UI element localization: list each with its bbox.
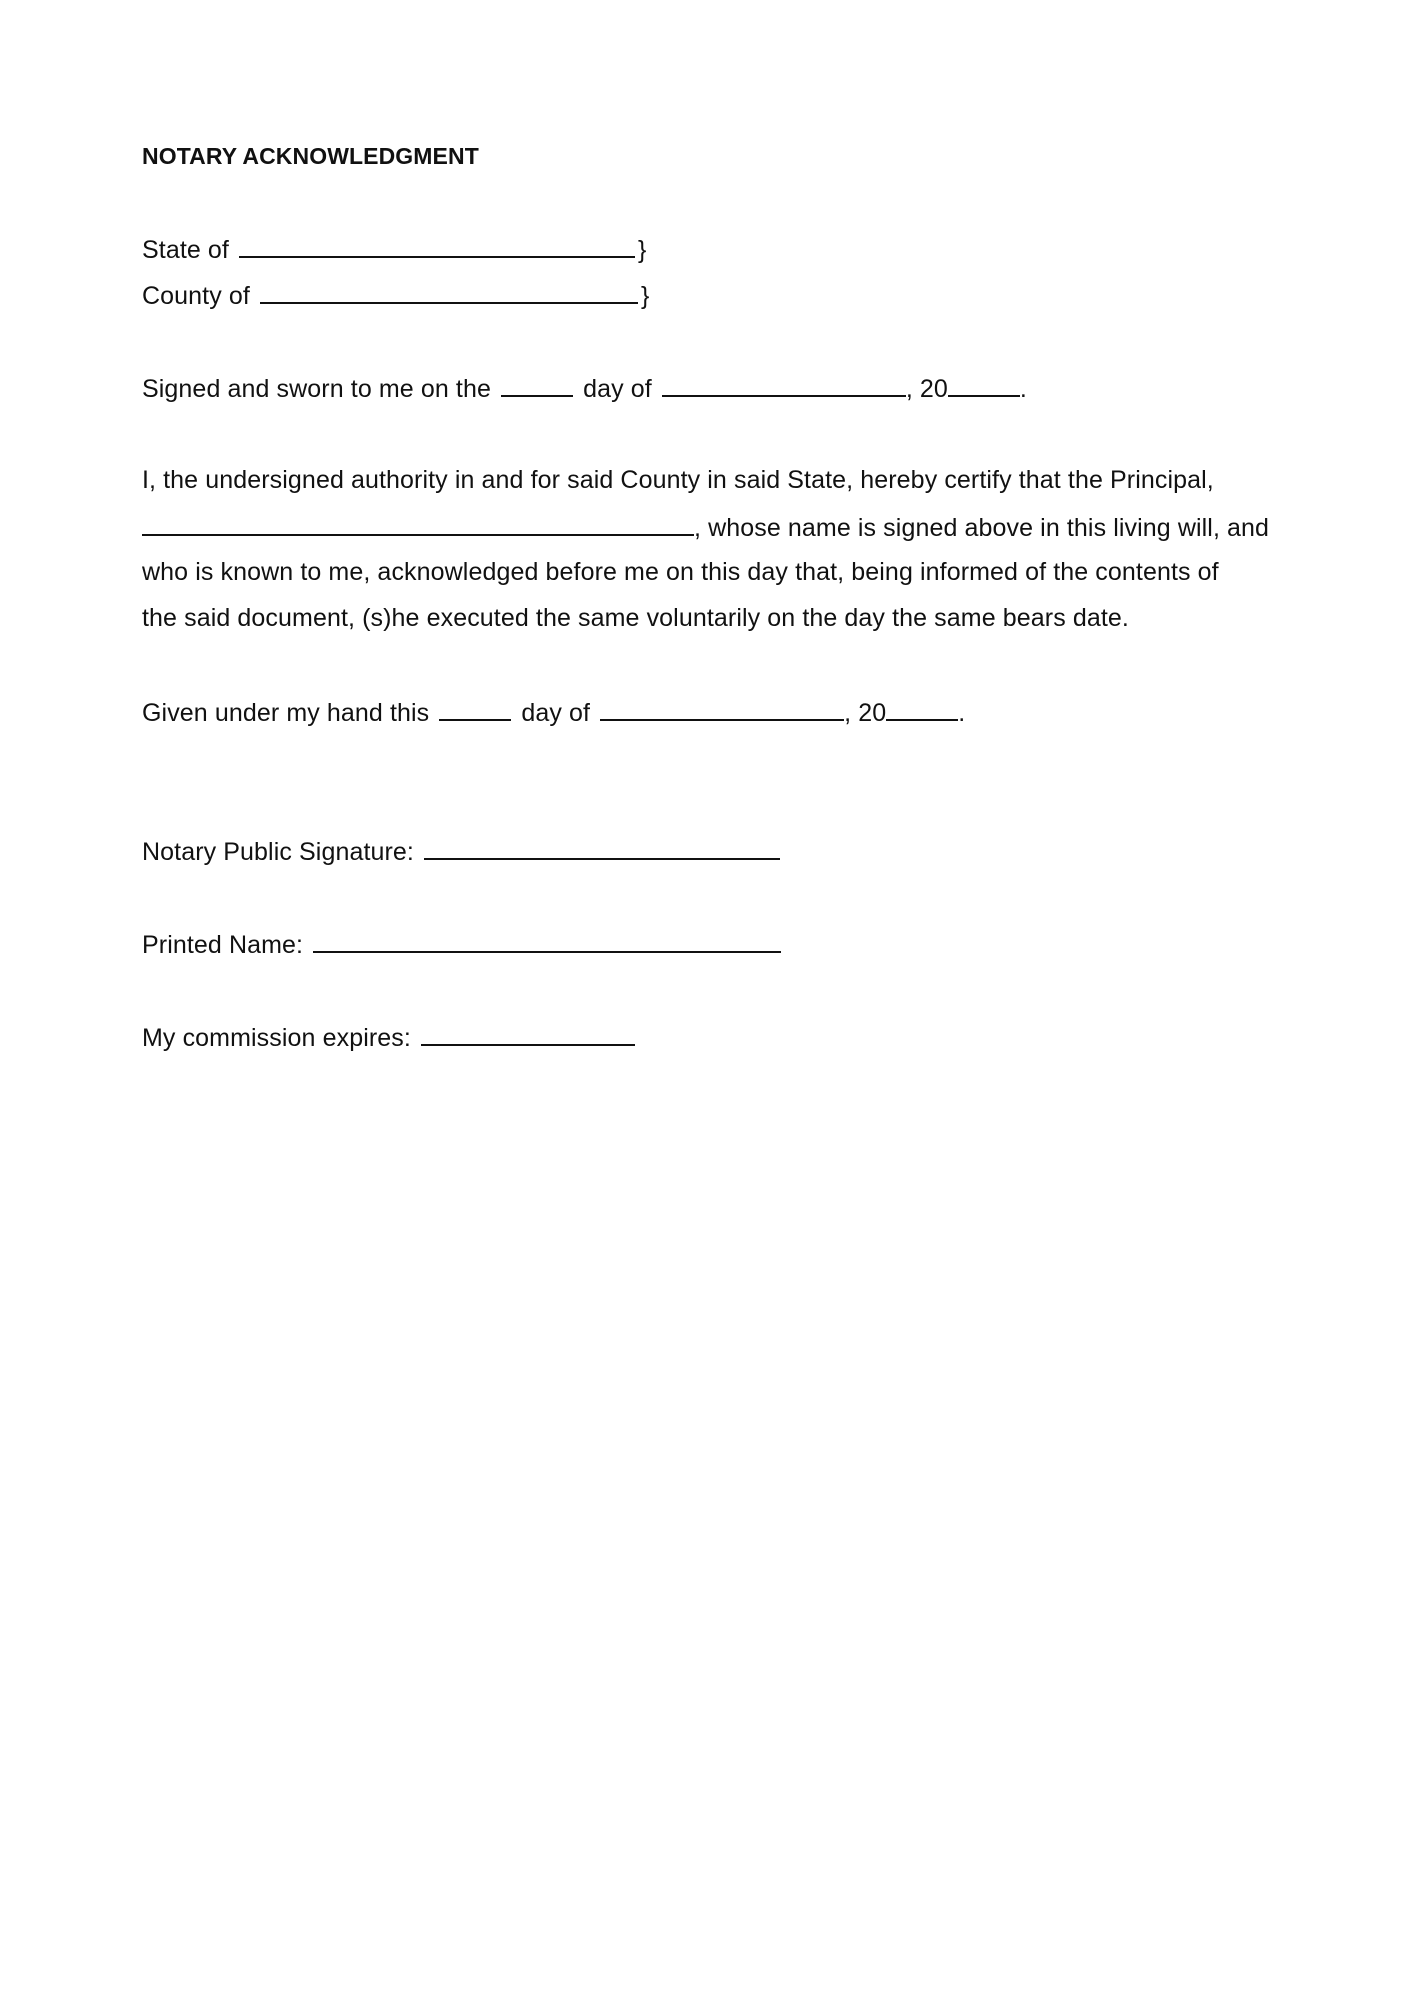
given-year-prefix: , 20	[844, 699, 887, 727]
given-prefix: Given under my hand this	[142, 699, 430, 727]
certify-line-3: who is known to me, acknowledged before me on this day that, being informed of the contents of	[142, 558, 1219, 586]
certify-line-2-text: , whose name is signed above in this living will, and	[694, 514, 1270, 542]
state-field[interactable]	[239, 230, 635, 258]
principal-name-field[interactable]	[142, 508, 694, 536]
county-line	[142, 276, 649, 314]
sworn-prefix: Signed and sworn to me on the	[142, 375, 491, 403]
document-title: NOTARY ACKNOWLEDGMENT	[142, 143, 479, 169]
sworn-line	[142, 369, 1027, 407]
sworn-day-field[interactable]	[501, 369, 573, 397]
commission-label: My commission expires:	[142, 1024, 411, 1052]
certify-line-2	[142, 508, 1269, 546]
given-day-of: day of	[521, 699, 591, 727]
given-year-field[interactable]	[886, 693, 958, 721]
printed-name-label: Printed Name:	[142, 931, 304, 959]
given-day-field[interactable]	[439, 693, 511, 721]
sworn-year-prefix: , 20	[905, 375, 948, 403]
county-label: County of	[142, 282, 250, 310]
state-line	[142, 230, 646, 268]
state-label: State of	[142, 236, 229, 264]
sworn-month-field[interactable]	[662, 369, 906, 397]
given-end: .	[958, 699, 966, 727]
sworn-day-of: day of	[583, 375, 652, 403]
notary-signature-label: Notary Public Signature:	[142, 838, 414, 866]
sworn-year-field[interactable]	[948, 369, 1020, 397]
printed-name-line	[142, 925, 784, 963]
given-line	[142, 693, 965, 731]
sworn-end: .	[1019, 375, 1027, 403]
commission-field[interactable]	[421, 1018, 635, 1046]
commission-line	[142, 1018, 638, 1056]
printed-name-field[interactable]	[313, 925, 781, 953]
county-field[interactable]	[260, 276, 638, 304]
notary-signature-line	[142, 832, 783, 870]
county-brace: }	[640, 282, 650, 310]
state-brace: }	[638, 236, 647, 264]
notary-signature-field[interactable]	[424, 832, 780, 860]
given-month-field[interactable]	[600, 693, 844, 721]
certify-line-1: I, the undersigned authority in and for said County in said State, hereby certify that the Principal,	[142, 466, 1214, 494]
certify-line-4: the said document, (s)he executed the same voluntarily on the day the same bears date.	[142, 604, 1129, 632]
